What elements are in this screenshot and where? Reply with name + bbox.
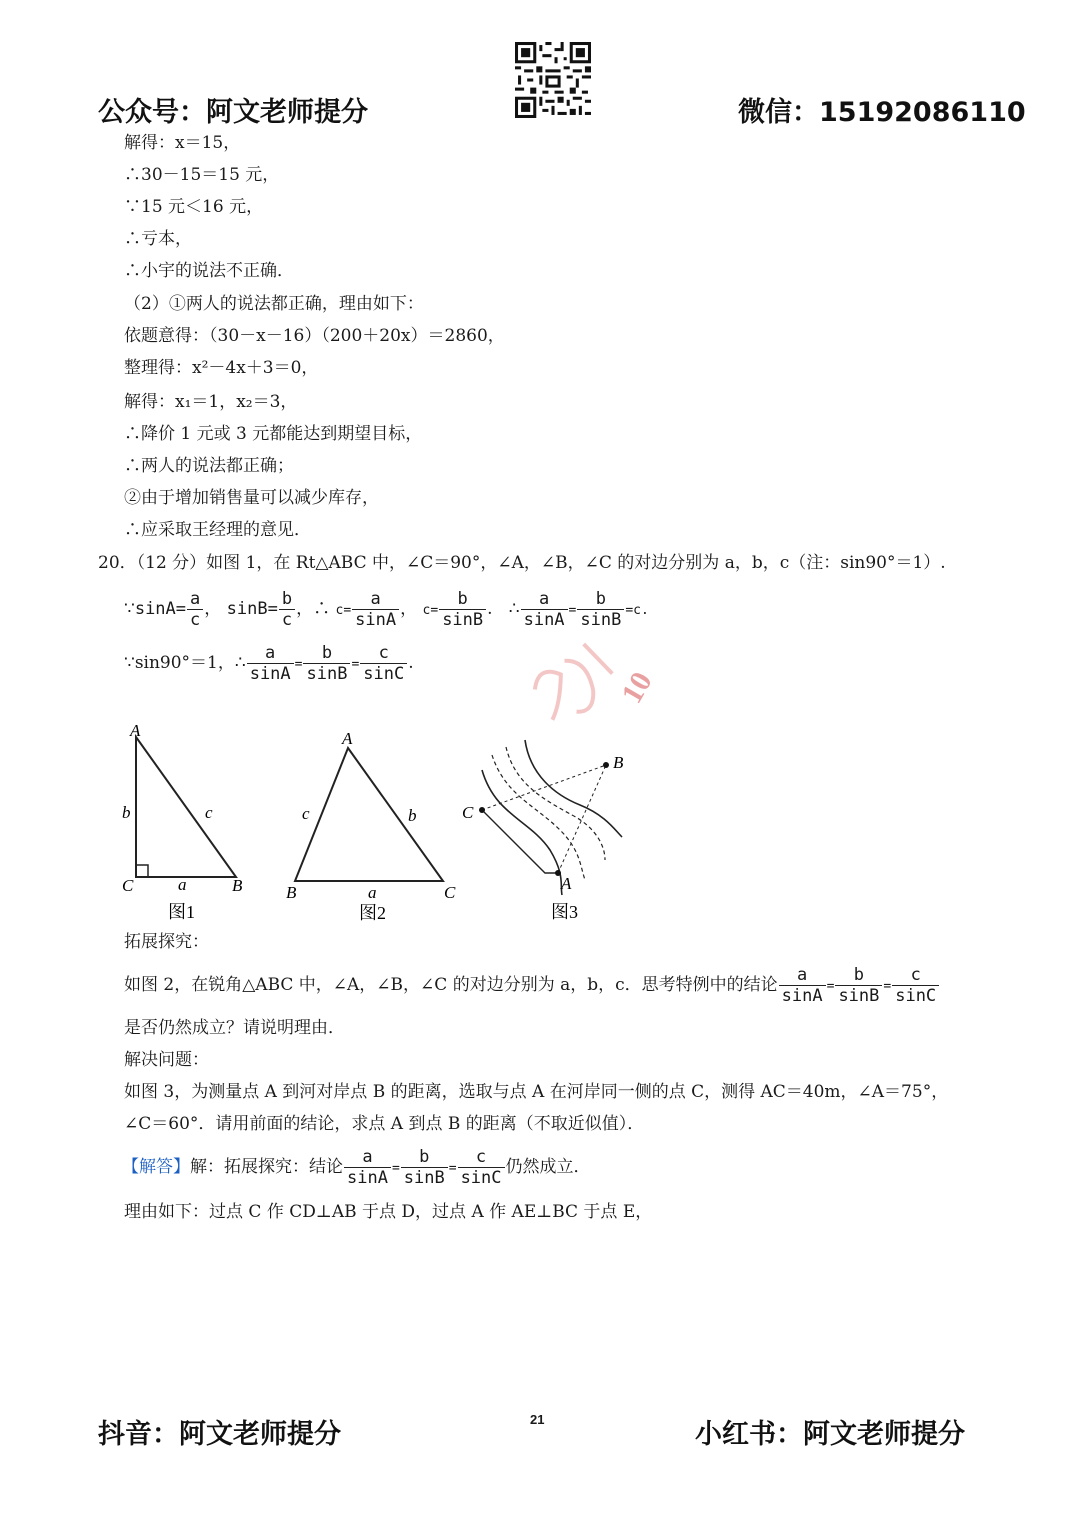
figure-2	[286, 729, 456, 923]
expand-title: 拓展探究：	[124, 932, 209, 952]
solution-line: 整理得：x²－4x＋3＝0，	[124, 358, 319, 378]
fraction: $\frac{a}{\sin A}$	[521, 589, 568, 630]
formula-text: sinB=	[226, 599, 278, 619]
fraction: $\frac{b}{\sin B}$	[401, 1147, 448, 1188]
solution-line: 依题意得：（30－x－16）（200＋20x）＝2860，	[124, 326, 505, 346]
fraction: $\frac{b}{\sin B}$	[303, 643, 350, 684]
solution-line: ∴30－15＝15 元，	[124, 165, 280, 185]
point-label: A	[561, 874, 572, 893]
watermark-stamp	[505, 620, 675, 730]
header-left: 公众号：阿文老师提分	[98, 97, 368, 128]
side-label: b	[408, 806, 417, 825]
vertex-label: C	[122, 876, 134, 895]
fraction: $\frac{a}{\sin A}$	[352, 589, 399, 630]
solution-line: 解得：x＝15，	[124, 133, 241, 153]
fraction: $\frac{b}{c}$	[279, 589, 295, 630]
figure-3	[462, 740, 624, 922]
point-label: B	[613, 753, 624, 772]
solution-line: （2）①两人的说法都正确，理由如下：	[124, 294, 424, 314]
side-label: a	[178, 875, 187, 894]
qr-code-icon	[515, 42, 591, 118]
formula-line-2: ∵sin90°＝1，∴ $\frac{a}{\sin A}$ = $\frac{b}{\sin B}$ = $\frac{c}{\sin C}$ .	[124, 643, 414, 684]
figure-caption: 图2	[359, 903, 386, 923]
vertex-label: A	[342, 729, 353, 748]
solution-line: ∵15 元＜16 元，	[124, 197, 264, 217]
point-label: C	[462, 803, 474, 822]
fraction: $\frac{c}{\sin C}$	[892, 965, 939, 1006]
fraction: $\frac{b}{\sin B}$	[577, 589, 624, 630]
answer-tag: 【解答】	[122, 1157, 190, 1177]
formula-text: ∵	[124, 599, 135, 619]
fraction: $\frac{b}{\sin B}$	[835, 965, 882, 1006]
fraction: $\frac{c}{\sin C}$	[360, 643, 407, 684]
vertex-label: C	[444, 883, 456, 902]
footer-right: 小红书：阿文老师提分	[695, 1419, 965, 1450]
question-20-text: 20．（12 分）如图 1，在 Rt△ABC 中，∠C＝90°，∠A，∠B，∠C 的对边分别为 a，b，c（注：sin90°＝1）.	[98, 553, 946, 573]
solution-line: ∴降价 1 元或 3 元都能达到期望目标，	[124, 424, 423, 444]
side-label: c	[205, 803, 213, 822]
formula-text: sinA=	[134, 599, 187, 619]
solution-line: ②由于增加销售量可以减少库存，	[124, 488, 379, 508]
page-number: 21	[530, 1412, 545, 1427]
side-label: a	[368, 883, 377, 902]
solution-line: ∴小宇的说法不正确．	[124, 261, 294, 281]
solve-text-1: 如图 3，为测量点 A 到河对岸点 B 的距离，选取与点 A 在河岸同一侧的点 C，测得 AC＝40m，∠A＝75°，	[124, 1082, 949, 1102]
solution-line: ∴两人的说法都正确；	[124, 456, 294, 476]
expand-text-2: 是否仍然成立？请说明理由．	[124, 1018, 345, 1038]
solution-line: ∴应采取王经理的意见．	[124, 520, 311, 540]
solution-line: ∴亏本，	[124, 229, 192, 249]
expand-text: 如图 2，在锐角△ABC 中，∠A，∠B，∠C 的对边分别为 a，b，c．思考特例中的结论 $\frac{a}{\sin A}$ = $\frac{b}{\sin B}$ = $\frac{c}{\sin C}$	[124, 964, 940, 1008]
fraction: $\frac{a}{c}$	[187, 589, 203, 630]
side-label: b	[122, 803, 131, 822]
figure-caption: 图3	[551, 902, 578, 922]
answer-line: 【解答】解：拓展探究：结论 $\frac{a}{\sin A}$ = $\frac{b}{\sin B}$ = $\frac{c}{\sin C}$ 仍然成立．	[122, 1147, 591, 1188]
solve-text-2: ∠C＝60°．请用前面的结论，求点 A 到点 B 的距离（不取近似值）．	[124, 1114, 645, 1134]
fraction: $\frac{c}{\sin C}$	[458, 1147, 505, 1188]
solve-title: 解决问题：	[124, 1050, 209, 1070]
formula-line-1: ∵sinA= $\frac{a}{c}$ ， sinB= $\frac{b}{c}$ ，∴ c= $\frac{a}{\sin A}$ ， c= $\frac{b}{\sin B}$ . ∴ $\frac{a}{\sin A}$ = $\frac{b}{\sin B}$ =c.	[124, 589, 649, 630]
solution-line: 解得：x₁＝1，x₂＝3，	[124, 392, 298, 412]
fraction: $\frac{b}{\sin B}$	[439, 589, 486, 630]
svg-text:10: 10	[615, 666, 659, 709]
vertex-label: B	[286, 883, 297, 902]
footer-left: 抖音：阿文老师提分	[98, 1419, 341, 1450]
header-right: 微信：15192086110	[738, 97, 1026, 128]
vertex-label: B	[232, 876, 243, 895]
figure-1	[122, 721, 243, 922]
fraction: $\frac{a}{\sin A}$	[344, 1147, 391, 1188]
fraction: $\frac{a}{\sin A}$	[247, 643, 294, 684]
reason-line: 理由如下：过点 C 作 CD⊥AB 于点 D，过点 A 作 AE⊥BC 于点 E，	[124, 1202, 653, 1222]
side-label: c	[302, 804, 310, 823]
figure-caption: 图1	[168, 902, 195, 922]
figures	[110, 715, 650, 930]
fraction: $\frac{a}{\sin A}$	[779, 965, 826, 1006]
vertex-label: A	[130, 721, 141, 740]
